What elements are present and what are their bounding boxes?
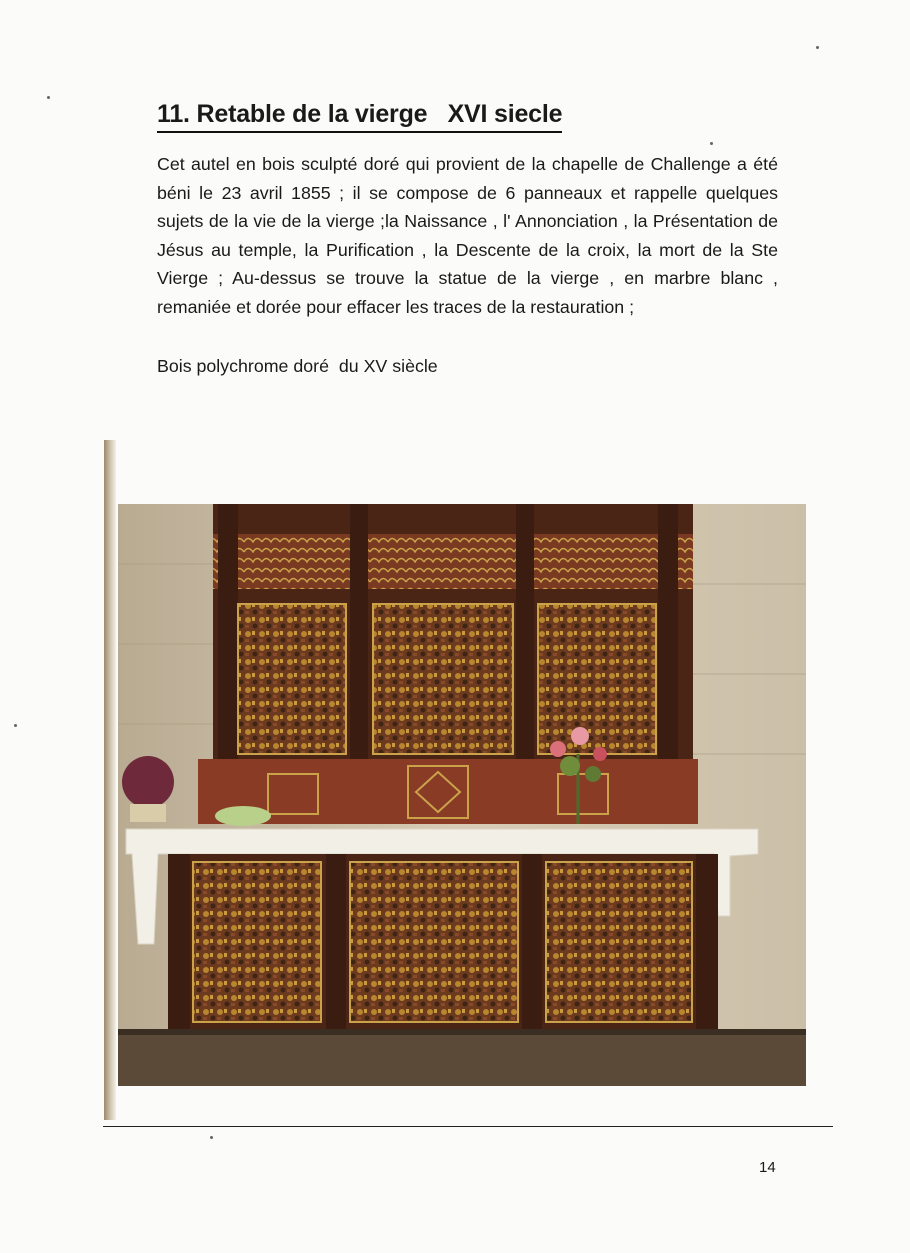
altarpiece-photo [104,440,884,1120]
photo-caption: Bois polychrome doré du XV siècle [157,356,438,376]
scan-edge [104,440,116,1120]
footer-divider [103,1126,833,1127]
page-number: 14 [759,1159,776,1176]
scan-speck [14,724,17,727]
altarpiece-illustration [118,504,806,1086]
scan-speck [816,46,819,49]
scan-speck [47,96,50,99]
scan-speck [210,1136,213,1139]
section-title: 11. Retable de la vierge XVI siecle [157,100,562,133]
description-paragraph: Cet autel en bois sculpté doré qui provient de la chapelle de Challenge a été béni le 23 avril 1855 ; il se compose de 6 panneaux et rappelle quelques sujets de la vie de la vierge ;la Naissance , l' Annonciation , la Présentation de Jésus au temple, la Purification , la Descente de la croix, la mort de la Ste Vierge ; Au-dessus se trouve la statue de la vierge , en marbre blanc , remaniée et dorée pour effacer les traces de la restauration ; [157,154,778,317]
scan-speck [710,142,713,145]
